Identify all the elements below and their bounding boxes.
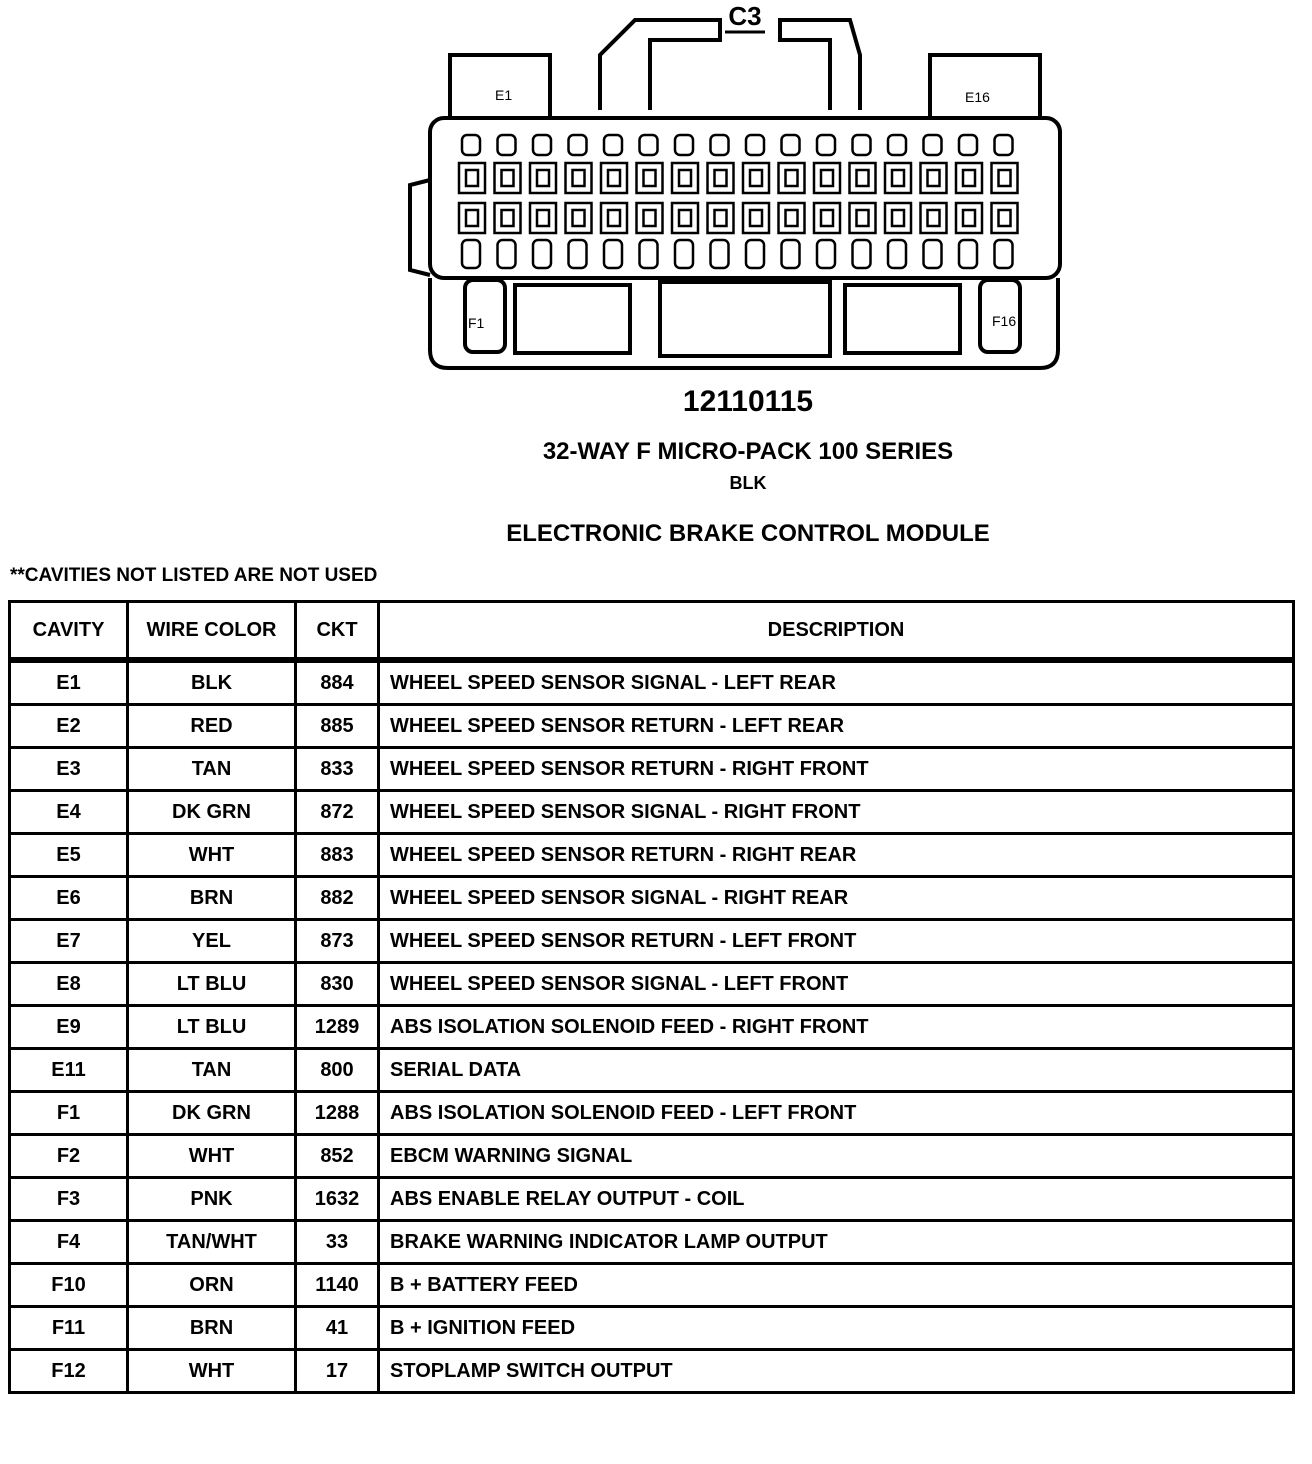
connector-series: 32-WAY F MICRO-PACK 100 SERIES [542,438,954,465]
terminal-cavity [675,135,693,155]
terminal-cavity [573,170,585,186]
terminal-cavity [746,135,764,155]
unused-cavities-note: **CAVITIES NOT LISTED ARE NOT USED [10,565,378,586]
cell-wire-color: DK GRN [128,1092,296,1135]
terminal-cavity [569,135,587,155]
terminal-cavity [462,135,480,155]
cell-description: STOPLAMP SWITCH OUTPUT [379,1350,1294,1393]
cell-wire-color: TAN [128,748,296,791]
cell-wire-color: ORN [128,1264,296,1307]
terminal-cavity [992,203,1018,233]
cell-ckt: 1140 [296,1264,379,1307]
cell-wire-color: RED [128,705,296,748]
cell-wire-color: DK GRN [128,791,296,834]
table-row [10,1307,1294,1350]
cell-cavity: E9 [10,1006,128,1049]
cell-description: ABS ISOLATION SOLENOID FEED - LEFT FRONT [379,1092,1294,1135]
cell-cavity: F3 [10,1178,128,1221]
terminal-cavity [821,170,833,186]
cell-ckt: 1289 [296,1006,379,1049]
terminal-cavity [466,170,478,186]
cell-cavity: E7 [10,920,128,963]
terminal-cavity [743,203,769,233]
terminal-cavity [779,203,805,233]
cell-description: WHEEL SPEED SENSOR SIGNAL - RIGHT FRONT [379,791,1294,834]
cell-description: WHEEL SPEED SENSOR SIGNAL - RIGHT REAR [379,877,1294,920]
terminal-cavity [533,135,551,155]
cell-description: WHEEL SPEED SENSOR RETURN - RIGHT REAR [379,834,1294,877]
terminal-cavity [637,203,663,233]
terminal-cavity [679,170,691,186]
terminal-cavity [746,240,764,268]
cell-cavity: E4 [10,791,128,834]
cell-wire-color: WHT [128,834,296,877]
cell-description: SERIAL DATA [379,1049,1294,1092]
terminal-cavity [817,240,835,268]
terminal-cavity [644,210,656,226]
cell-cavity: F12 [10,1350,128,1393]
terminal-cavity [498,240,516,268]
cell-ckt: 800 [296,1049,379,1092]
cell-ckt: 41 [296,1307,379,1350]
terminal-cavity [462,240,480,268]
terminal-cavity [502,170,514,186]
cell-ckt: 33 [296,1221,379,1264]
cell-cavity: E1 [10,660,128,705]
connector-diagram [400,0,1080,380]
terminal-cavity [459,203,485,233]
terminal-cavity [566,203,592,233]
terminal-cavity [604,135,622,155]
terminal-cavity [853,240,871,268]
cell-wire-color: PNK [128,1178,296,1221]
connector-color: BLK [729,473,767,493]
terminal-cavity [921,163,947,193]
terminal-cavity [601,203,627,233]
terminal-cavity [537,210,549,226]
cell-description: WHEEL SPEED SENSOR SIGNAL - LEFT REAR [379,660,1294,705]
cell-ckt: 17 [296,1350,379,1393]
cell-wire-color: LT BLU [128,963,296,1006]
cell-wire-color: WHT [128,1135,296,1178]
cell-description: EBCM WARNING SIGNAL [379,1135,1294,1178]
cell-description: BRAKE WARNING INDICATOR LAMP OUTPUT [379,1221,1294,1264]
table-row [10,705,1294,748]
table-row [10,1092,1294,1135]
terminal-cavity [644,170,656,186]
table-row [10,748,1294,791]
table-row [10,1178,1294,1221]
cell-ckt: 883 [296,834,379,877]
terminal-cavity [963,170,975,186]
cell-wire-color: WHT [128,1350,296,1393]
cell-description: ABS ISOLATION SOLENOID FEED - RIGHT FRONT [379,1006,1294,1049]
terminal-cavity [608,210,620,226]
cell-ckt: 872 [296,791,379,834]
terminal-cavity [885,203,911,233]
cell-cavity: F10 [10,1264,128,1307]
table-row [10,791,1294,834]
header-description: DESCRIPTION [379,602,1294,661]
cell-ckt: 873 [296,920,379,963]
cell-cavity: F1 [10,1092,128,1135]
cell-ckt: 1632 [296,1178,379,1221]
terminal-cavity [924,135,942,155]
terminal-cavity [708,163,734,193]
terminal-cavity [959,135,977,155]
part-number: 12110115 [682,385,814,418]
cell-ckt: 885 [296,705,379,748]
cell-ckt: 882 [296,877,379,920]
terminal-cavity [821,210,833,226]
cell-wire-color: LT BLU [128,1006,296,1049]
terminal-cavity [715,170,727,186]
cell-cavity: E2 [10,705,128,748]
terminal-cavity [857,170,869,186]
terminal-cavity [498,135,516,155]
terminal-cavity [640,240,658,268]
terminal-cavity [495,163,521,193]
cell-wire-color: BLK [128,660,296,705]
terminal-cavity [885,163,911,193]
terminal-cavity [533,240,551,268]
terminal-cavity [956,163,982,193]
terminal-cavity [999,170,1011,186]
terminal-cavity [637,163,663,193]
cell-description: WHEEL SPEED SENSOR RETURN - RIGHT FRONT [379,748,1294,791]
table-row [10,1264,1294,1307]
cell-description: WHEEL SPEED SENSOR RETURN - LEFT FRONT [379,920,1294,963]
cell-wire-color: TAN [128,1049,296,1092]
header-cavity: CAVITY [10,602,128,661]
terminal-cavity [750,210,762,226]
terminal-cavity [921,203,947,233]
terminal-label-f16: F16 [992,313,1017,329]
terminal-cavity [672,163,698,193]
cell-wire-color: BRN [128,1307,296,1350]
terminal-cavity [466,210,478,226]
table-row [10,963,1294,1006]
terminal-cavity [995,240,1013,268]
table-row [10,1135,1294,1178]
terminal-cavity [715,210,727,226]
cell-cavity: E11 [10,1049,128,1092]
terminal-cavity [711,240,729,268]
cell-ckt: 1288 [296,1092,379,1135]
terminal-cavity [750,170,762,186]
cell-cavity: E3 [10,748,128,791]
pinout-table [8,600,1295,1394]
connector-label: C3 [728,1,762,31]
terminal-cavity [924,240,942,268]
cell-cavity: F11 [10,1307,128,1350]
terminal-cavity [959,240,977,268]
cell-description: ABS ENABLE RELAY OUTPUT - COIL [379,1178,1294,1221]
terminal-cavity [786,170,798,186]
terminal-cavity [892,210,904,226]
cell-cavity: F4 [10,1221,128,1264]
cell-ckt: 833 [296,748,379,791]
terminal-cavity [782,135,800,155]
terminal-cavity [857,210,869,226]
terminal-cavity [817,135,835,155]
terminal-cavity [814,203,840,233]
terminal-cavity [675,240,693,268]
cell-ckt: 852 [296,1135,379,1178]
terminal-cavity [459,163,485,193]
cell-wire-color: BRN [128,877,296,920]
cell-description: B + BATTERY FEED [379,1264,1294,1307]
terminal-cavity [779,163,805,193]
terminal-cavity [711,135,729,155]
cell-cavity: F2 [10,1135,128,1178]
terminal-cavity [814,163,840,193]
terminal-cavity [672,203,698,233]
terminal-cavity [679,210,691,226]
terminal-cavity [608,170,620,186]
terminal-cavity [888,240,906,268]
terminal-cavity [963,210,975,226]
terminal-cavity [850,203,876,233]
terminal-cavity [537,170,549,186]
table-row [10,877,1294,920]
cell-cavity: E5 [10,834,128,877]
terminal-cavity [530,203,556,233]
table-row [10,1221,1294,1264]
cell-description: WHEEL SPEED SENSOR RETURN - LEFT REAR [379,705,1294,748]
terminal-cavity [569,240,587,268]
terminal-cavity [708,203,734,233]
terminal-cavity [928,170,940,186]
cell-cavity: E6 [10,877,128,920]
terminal-label-e16: E16 [965,89,990,105]
terminal-cavity [853,135,871,155]
terminal-cavity [601,163,627,193]
terminal-cavity [928,210,940,226]
table-row [10,920,1294,963]
terminal-cavity [892,170,904,186]
terminal-cavity [999,210,1011,226]
cell-description: B + IGNITION FEED [379,1307,1294,1350]
terminal-cavity [502,210,514,226]
terminal-cavity [786,210,798,226]
terminal-cavity [992,163,1018,193]
table-row [10,1006,1294,1049]
table-header-row [10,602,1294,661]
cell-ckt: 830 [296,963,379,1006]
terminal-label-e1: E1 [495,87,513,103]
cell-description: WHEEL SPEED SENSOR SIGNAL - LEFT FRONT [379,963,1294,1006]
terminal-cavity [640,135,658,155]
terminal-cavity [530,163,556,193]
cell-cavity: E8 [10,963,128,1006]
terminal-label-f1: F1 [468,315,485,331]
terminal-cavity [495,203,521,233]
terminal-cavity [604,240,622,268]
table-row [10,1350,1294,1393]
terminal-cavity [956,203,982,233]
cell-ckt: 884 [296,660,379,705]
terminal-cavity [782,240,800,268]
terminal-cavity [743,163,769,193]
table-row [10,660,1294,705]
header-ckt: CKT [296,602,379,661]
module-title: ELECTRONIC BRAKE CONTROL MODULE [506,520,990,547]
terminal-cavity [995,135,1013,155]
terminal-cavity [850,163,876,193]
table-row [10,834,1294,877]
header-wire-color: WIRE COLOR [128,602,296,661]
terminal-cavity [888,135,906,155]
cell-wire-color: YEL [128,920,296,963]
terminal-cavity [573,210,585,226]
cell-wire-color: TAN/WHT [128,1221,296,1264]
terminal-cavity [566,163,592,193]
table-row [10,1049,1294,1092]
